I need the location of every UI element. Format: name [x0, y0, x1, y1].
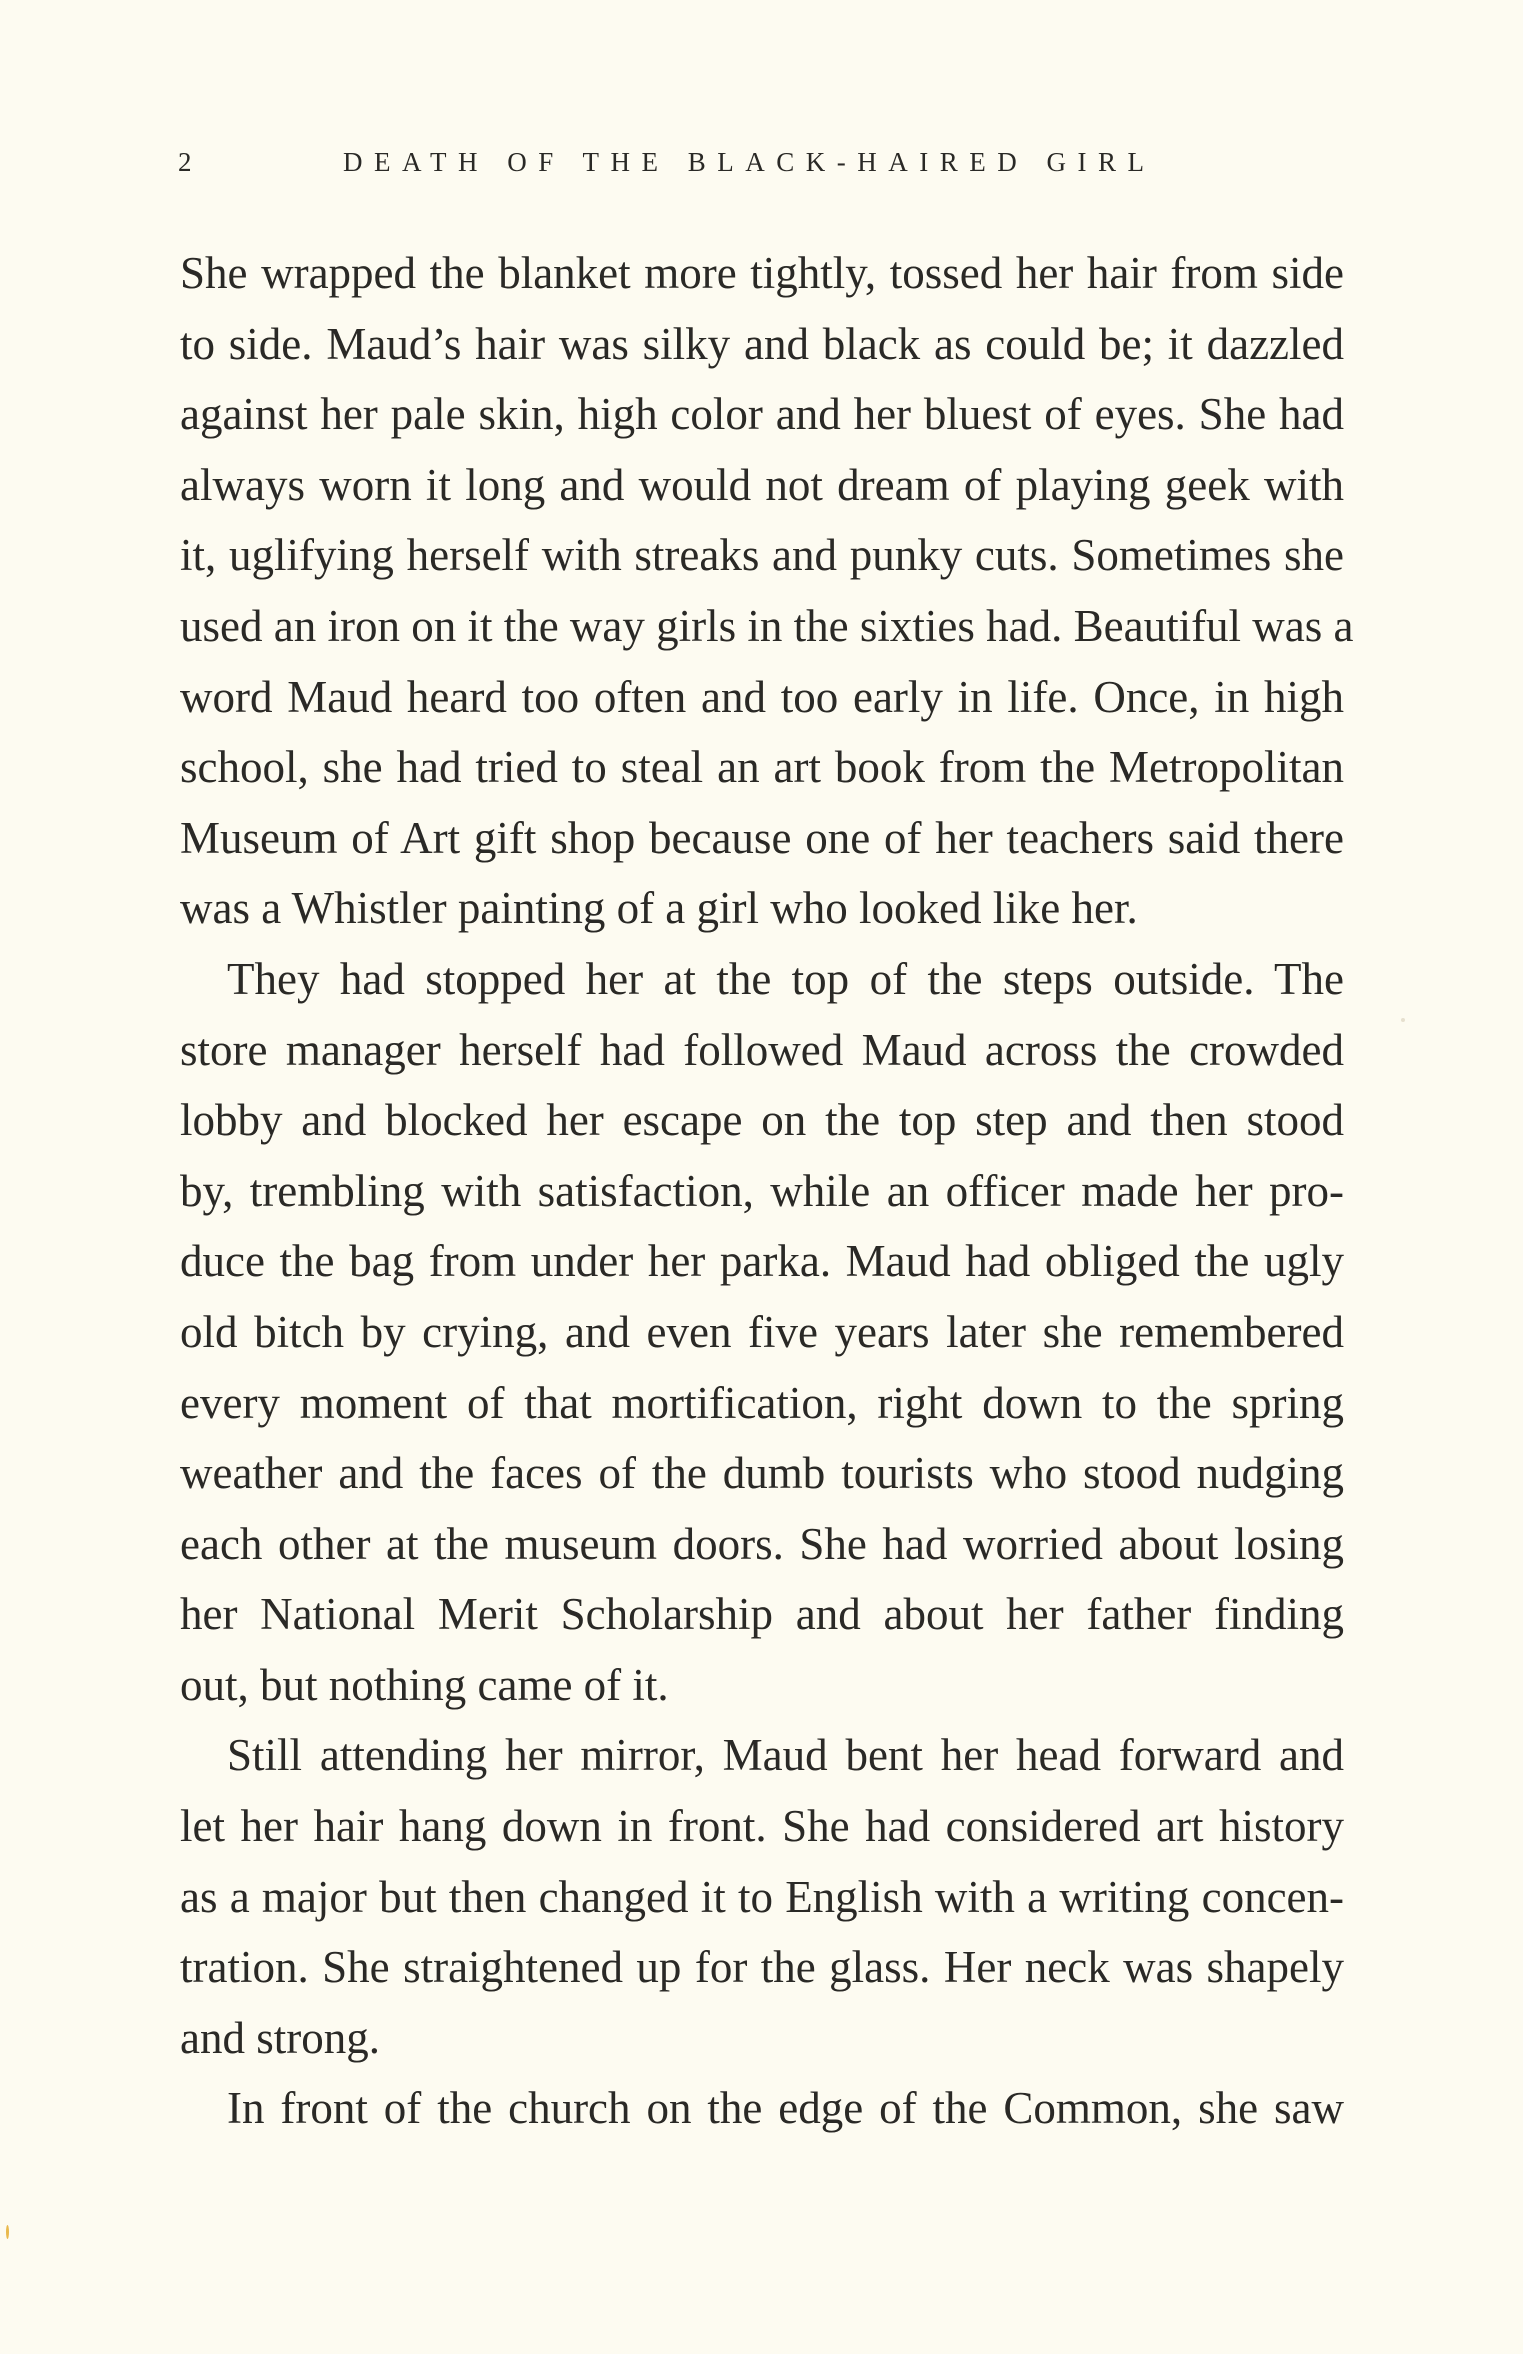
- text-line: tration. She straightened up for the glass. Her neck was shapely: [180, 1942, 1344, 1993]
- text-line: Still attending her mirror, Maud bent her head forward and: [227, 1730, 1344, 1781]
- paragraph: [180, 944, 1344, 1721]
- book-title: DEATH OF THE BLACK-HAIRED GIRL: [343, 147, 1156, 177]
- text-line: by, trembling with satisfaction, while an officer made her pro-: [180, 1165, 1344, 1216]
- text-line: school, she had tried to steal an art book from the Metropolitan: [180, 742, 1344, 793]
- text-line: her National Merit Scholarship and about her father finding: [180, 1589, 1344, 1640]
- text-line: old bitch by crying, and even five years later she remembered: [180, 1306, 1344, 1357]
- text-line: used an iron on it the way girls in the sixties had. Beautiful was a: [180, 600, 1354, 651]
- text-line: She wrapped the blanket more tightly, tossed her hair from side: [180, 248, 1344, 298]
- page-number: 2: [178, 147, 192, 177]
- text-line: and strong.: [180, 2012, 380, 2063]
- text-line: let her hair hang down in front. She had considered art history: [180, 1801, 1344, 1852]
- text-line: every moment of that mortification, right down to the spring: [180, 1377, 1344, 1428]
- text-line: Museum of Art gift shop because one of her teachers said there: [180, 812, 1344, 863]
- paper-speck: [6, 2225, 9, 2239]
- text-line: it, uglifying herself with streaks and punky cuts. Sometimes she: [180, 530, 1344, 581]
- text-line: as a major but then changed it to English with a writing concen-: [180, 1871, 1344, 1922]
- text-line: duce the bag from under her parka. Maud had obliged the ugly: [180, 1236, 1344, 1287]
- paper-speck: [1401, 1018, 1405, 1022]
- text-line: weather and the faces of the dumb tourists who stood nudging: [180, 1448, 1344, 1499]
- text-line: out, but nothing came of it.: [180, 1659, 669, 1710]
- paragraph: [180, 1720, 1344, 2073]
- paragraph: [180, 2073, 1344, 2144]
- text-line: against her pale skin, high color and her bluest of eyes. She had: [180, 389, 1344, 440]
- text-line: word Maud heard too often and too early in life. Once, in high: [180, 671, 1344, 722]
- text-line: store manager herself had followed Maud across the crowded: [180, 1024, 1344, 1075]
- text-line: each other at the museum doors. She had worried about losing: [180, 1518, 1344, 1569]
- text-line: They had stopped her at the top of the steps outside. The: [227, 953, 1344, 1004]
- text-line: lobby and blocked her escape on the top step and then stood: [180, 1095, 1344, 1146]
- text-line: always worn it long and would not dream of playing geek with: [180, 459, 1344, 510]
- text-line: to side. Maud’s hair was silky and black as could be; it dazzled: [180, 318, 1344, 369]
- running-head: [178, 142, 1346, 182]
- text-line: In front of the church on the edge of the Common, she saw: [227, 2083, 1344, 2134]
- text-line: was a Whistler painting of a girl who looked like her.: [180, 883, 1138, 934]
- body-text: [180, 238, 1354, 2144]
- paragraph: [180, 238, 1354, 944]
